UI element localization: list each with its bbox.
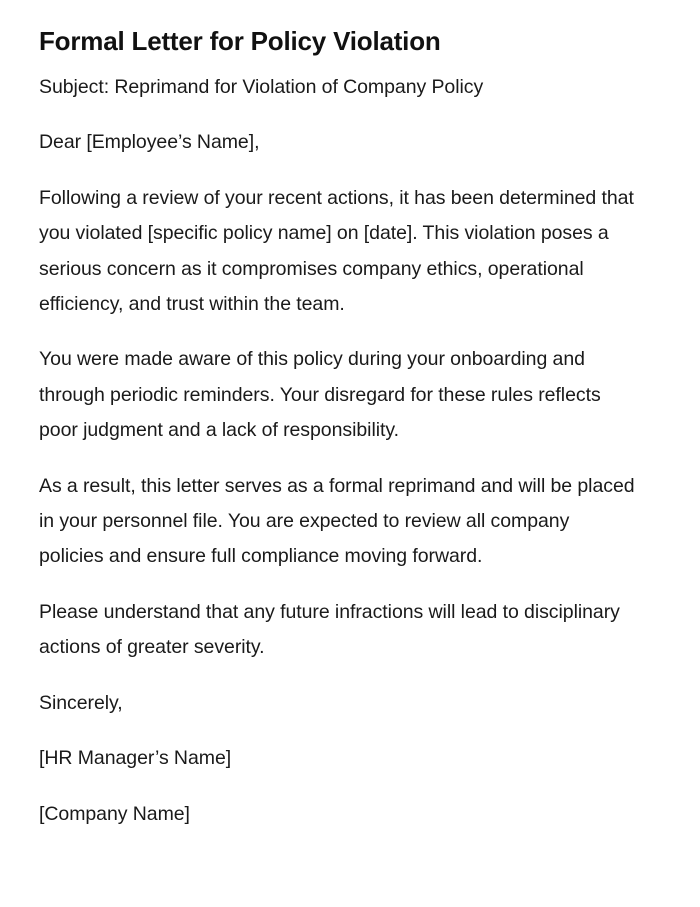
closing: Sincerely,: [39, 691, 123, 714]
page-title: Formal Letter for Policy Violation: [39, 26, 441, 56]
subject-line: Subject: Reprimand for Violation of Company Policy: [39, 76, 484, 98]
paragraph-2: You were made aware of this policy during your onboarding and through periodic reminders. Your disregard for these rules reflects poor judgment and a lack of responsibility.: [39, 348, 601, 442]
signature-company: [Company Name]: [39, 802, 190, 825]
paragraph-1: Following a review of your recent actions, it has been determined that you violated [specific policy name] on [date]. This violation poses a serious concern as it compromises company ethics, operational efficiency, and trust within the team.: [39, 186, 634, 316]
signature-name: [HR Manager’s Name]: [39, 747, 232, 770]
letter-body: [39, 70, 636, 832]
paragraph-4: Please understand that any future infractions will lead to disciplinary actions of greater severity.: [39, 600, 620, 659]
salutation: Dear [Employee’s Name],: [39, 131, 260, 154]
paragraph-3: As a result, this letter serves as a formal reprimand and will be placed in your personnel file. You are expected to review all company policies and ensure full compliance moving forward.: [39, 474, 635, 568]
